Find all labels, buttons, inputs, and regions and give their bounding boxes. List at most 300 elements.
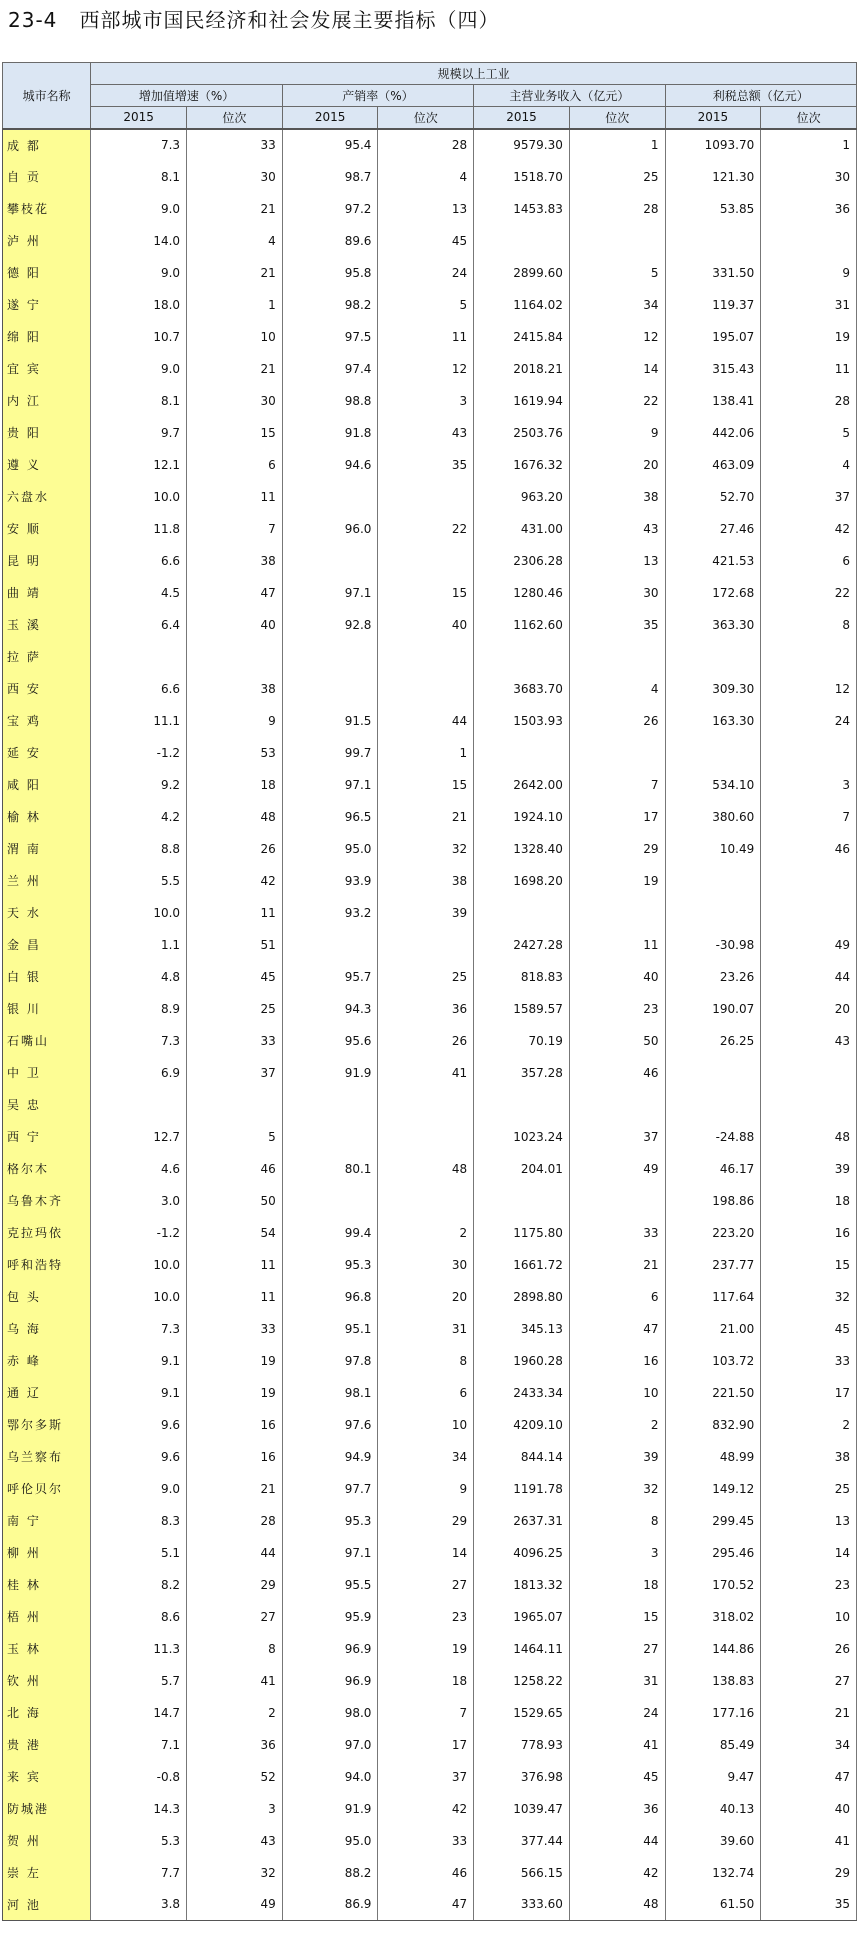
table-body [3, 129, 857, 1921]
sales-rate-cell [282, 929, 378, 961]
revenue-rank-cell: 40 [569, 961, 665, 993]
sales-rate-cell: 93.2 [282, 897, 378, 929]
sales-rate-cell: 94.3 [282, 993, 378, 1025]
revenue-rank-cell: 27 [569, 1633, 665, 1665]
revenue-cell: 818.83 [474, 961, 570, 993]
revenue-rank-cell: 46 [569, 1057, 665, 1089]
sales-rate-cell: 93.9 [282, 865, 378, 897]
revenue-cell: 1698.20 [474, 865, 570, 897]
profit-tax-rank-cell: 8 [761, 609, 857, 641]
profit-tax-cell: 117.64 [665, 1281, 761, 1313]
sales-rate-cell: 80.1 [282, 1153, 378, 1185]
profit-tax-cell: 21.00 [665, 1313, 761, 1345]
profit-tax-cell: 149.12 [665, 1473, 761, 1505]
revenue-rank-cell [569, 1089, 665, 1121]
sales-rate-rank-cell: 5 [378, 289, 474, 321]
value-added-growth-cell: 12.7 [91, 1121, 187, 1153]
profit-tax-cell: 221.50 [665, 1377, 761, 1409]
value-added-rank-cell: 4 [187, 225, 283, 257]
sales-rate-cell: 95.8 [282, 257, 378, 289]
profit-tax-rank-cell: 40 [761, 1793, 857, 1825]
revenue-cell: 1328.40 [474, 833, 570, 865]
revenue-cell: 431.00 [474, 513, 570, 545]
profit-tax-cell: 421.53 [665, 545, 761, 577]
value-added-rank-cell: 44 [187, 1537, 283, 1569]
table-row [3, 1569, 857, 1601]
revenue-rank-cell: 41 [569, 1729, 665, 1761]
revenue-rank-cell [569, 225, 665, 257]
sales-rate-cell: 98.1 [282, 1377, 378, 1409]
revenue-rank-cell: 22 [569, 385, 665, 417]
profit-tax-cell: 85.49 [665, 1729, 761, 1761]
revenue-rank-cell: 37 [569, 1121, 665, 1153]
profit-tax-rank-cell: 35 [761, 1889, 857, 1921]
profit-tax-cell: 1093.70 [665, 129, 761, 161]
profit-tax-rank-cell: 34 [761, 1729, 857, 1761]
profit-tax-rank-cell: 13 [761, 1505, 857, 1537]
profit-tax-rank-cell [761, 1089, 857, 1121]
table-row [3, 1697, 857, 1729]
revenue-rank-cell [569, 641, 665, 673]
table-row [3, 1377, 857, 1409]
sales-rate-cell [282, 481, 378, 513]
profit-tax-rank-cell: 44 [761, 961, 857, 993]
value-added-rank-cell: 36 [187, 1729, 283, 1761]
sales-rate-cell: 97.6 [282, 1409, 378, 1441]
sales-rate-rank-cell: 32 [378, 833, 474, 865]
city-name-cell: 曲 靖 [3, 577, 91, 609]
revenue-rank-cell: 29 [569, 833, 665, 865]
revenue-rank-cell [569, 737, 665, 769]
revenue-cell: 333.60 [474, 1889, 570, 1921]
table-row [3, 161, 857, 193]
profit-tax-rank-cell: 26 [761, 1633, 857, 1665]
table-row [3, 993, 857, 1025]
city-name-cell: 梧 州 [3, 1601, 91, 1633]
revenue-cell: 2642.00 [474, 769, 570, 801]
profit-tax-rank-cell: 1 [761, 129, 857, 161]
revenue-cell: 963.20 [474, 481, 570, 513]
revenue-rank-cell: 1 [569, 129, 665, 161]
sales-rate-rank-cell: 11 [378, 321, 474, 353]
revenue-cell: 1960.28 [474, 1345, 570, 1377]
profit-tax-rank-cell: 31 [761, 289, 857, 321]
profit-tax-rank-cell: 30 [761, 161, 857, 193]
value-added-rank-cell: 11 [187, 897, 283, 929]
value-added-growth-cell: 8.1 [91, 161, 187, 193]
profit-tax-cell: 27.46 [665, 513, 761, 545]
revenue-cell: 377.44 [474, 1825, 570, 1857]
profit-tax-cell: 463.09 [665, 449, 761, 481]
revenue-cell: 1619.94 [474, 385, 570, 417]
sales-rate-rank-cell [378, 1089, 474, 1121]
revenue-cell: 1503.93 [474, 705, 570, 737]
revenue-rank-cell: 42 [569, 1857, 665, 1889]
profit-tax-rank-cell: 49 [761, 929, 857, 961]
sales-rate-rank-cell: 25 [378, 961, 474, 993]
table-row [3, 1249, 857, 1281]
table-row [3, 1121, 857, 1153]
profit-tax-cell: 442.06 [665, 417, 761, 449]
table-row [3, 1185, 857, 1217]
value-added-rank-cell: 37 [187, 1057, 283, 1089]
revenue-cell: 2415.84 [474, 321, 570, 353]
table-row [3, 1633, 857, 1665]
city-name-cell: 拉 萨 [3, 641, 91, 673]
sales-rate-cell: 95.0 [282, 1825, 378, 1857]
value-added-growth-cell: 9.2 [91, 769, 187, 801]
value-added-growth-cell: 7.3 [91, 129, 187, 161]
sales-rate-cell [282, 673, 378, 705]
sales-rate-cell: 96.5 [282, 801, 378, 833]
revenue-rank-cell: 44 [569, 1825, 665, 1857]
revenue-cell: 1965.07 [474, 1601, 570, 1633]
profit-tax-cell: 138.83 [665, 1665, 761, 1697]
sales-rate-rank-cell: 12 [378, 353, 474, 385]
profit-tax-cell: 309.30 [665, 673, 761, 705]
revenue-cell: 345.13 [474, 1313, 570, 1345]
revenue-cell: 1813.32 [474, 1569, 570, 1601]
value-added-rank-cell: 49 [187, 1889, 283, 1921]
value-added-rank-cell: 33 [187, 1025, 283, 1057]
table-row [3, 1057, 857, 1089]
value-added-growth-cell: 11.3 [91, 1633, 187, 1665]
profit-tax-rank-cell: 33 [761, 1345, 857, 1377]
revenue-rank-cell: 11 [569, 929, 665, 961]
profit-tax-rank-cell [761, 641, 857, 673]
revenue-cell: 1676.32 [474, 449, 570, 481]
revenue-rank-cell [569, 897, 665, 929]
sales-rate-cell: 89.6 [282, 225, 378, 257]
table-row [3, 417, 857, 449]
profit-tax-rank-cell: 22 [761, 577, 857, 609]
value-added-growth-cell: 9.6 [91, 1441, 187, 1473]
header-rank: 位次 [761, 107, 857, 129]
profit-tax-cell: 121.30 [665, 161, 761, 193]
revenue-rank-cell: 35 [569, 609, 665, 641]
table-row [3, 865, 857, 897]
profit-tax-rank-cell: 36 [761, 193, 857, 225]
sales-rate-rank-cell: 35 [378, 449, 474, 481]
value-added-rank-cell: 38 [187, 545, 283, 577]
revenue-cell: 70.19 [474, 1025, 570, 1057]
profit-tax-rank-cell: 37 [761, 481, 857, 513]
value-added-rank-cell: 32 [187, 1857, 283, 1889]
profit-tax-cell [665, 1057, 761, 1089]
city-name-cell: 河 池 [3, 1889, 91, 1921]
profit-tax-cell: 295.46 [665, 1537, 761, 1569]
table-row [3, 801, 857, 833]
revenue-cell: 1529.65 [474, 1697, 570, 1729]
value-added-growth-cell: 8.8 [91, 833, 187, 865]
city-name-cell: 呼伦贝尔 [3, 1473, 91, 1505]
city-name-cell: 西 安 [3, 673, 91, 705]
value-added-growth-cell: -1.2 [91, 737, 187, 769]
sales-rate-cell: 91.5 [282, 705, 378, 737]
city-name-cell: 绵 阳 [3, 321, 91, 353]
profit-tax-rank-cell: 11 [761, 353, 857, 385]
sales-rate-cell: 91.9 [282, 1057, 378, 1089]
value-added-growth-cell: 1.1 [91, 929, 187, 961]
revenue-cell [474, 1089, 570, 1121]
sales-rate-rank-cell: 3 [378, 385, 474, 417]
revenue-rank-cell: 10 [569, 1377, 665, 1409]
profit-tax-rank-cell: 10 [761, 1601, 857, 1633]
value-added-rank-cell: 21 [187, 193, 283, 225]
table-row [3, 353, 857, 385]
profit-tax-rank-cell: 19 [761, 321, 857, 353]
sales-rate-cell: 98.7 [282, 161, 378, 193]
sales-rate-cell: 98.0 [282, 1697, 378, 1729]
sales-rate-cell: 95.6 [282, 1025, 378, 1057]
revenue-cell: 1175.80 [474, 1217, 570, 1249]
value-added-rank-cell: 7 [187, 513, 283, 545]
sales-rate-cell: 96.9 [282, 1633, 378, 1665]
sales-rate-rank-cell: 20 [378, 1281, 474, 1313]
revenue-rank-cell: 21 [569, 1249, 665, 1281]
profit-tax-cell: 534.10 [665, 769, 761, 801]
sales-rate-rank-cell: 15 [378, 769, 474, 801]
profit-tax-cell: 103.72 [665, 1345, 761, 1377]
revenue-cell: 1039.47 [474, 1793, 570, 1825]
city-name-cell: 桂 林 [3, 1569, 91, 1601]
city-name-cell: 钦 州 [3, 1665, 91, 1697]
sales-rate-cell: 88.2 [282, 1857, 378, 1889]
profit-tax-rank-cell: 45 [761, 1313, 857, 1345]
sales-rate-rank-cell: 42 [378, 1793, 474, 1825]
revenue-cell: 1464.11 [474, 1633, 570, 1665]
sales-rate-rank-cell: 23 [378, 1601, 474, 1633]
profit-tax-rank-cell: 38 [761, 1441, 857, 1473]
revenue-cell: 1518.70 [474, 161, 570, 193]
value-added-growth-cell: 6.6 [91, 673, 187, 705]
profit-tax-cell: 299.45 [665, 1505, 761, 1537]
sales-rate-rank-cell: 24 [378, 257, 474, 289]
table-row [3, 1761, 857, 1793]
sales-rate-rank-cell: 46 [378, 1857, 474, 1889]
sales-rate-cell [282, 1089, 378, 1121]
city-name-cell: 宝 鸡 [3, 705, 91, 737]
revenue-cell: 566.15 [474, 1857, 570, 1889]
profit-tax-rank-cell: 32 [761, 1281, 857, 1313]
revenue-rank-cell: 39 [569, 1441, 665, 1473]
sales-rate-cell [282, 545, 378, 577]
table-header [3, 63, 857, 129]
sales-rate-rank-cell: 19 [378, 1633, 474, 1665]
table-row [3, 1537, 857, 1569]
city-name-cell: 六盘水 [3, 481, 91, 513]
city-name-cell: 乌兰察布 [3, 1441, 91, 1473]
city-name-cell: 咸 阳 [3, 769, 91, 801]
table-row [3, 289, 857, 321]
profit-tax-rank-cell: 29 [761, 1857, 857, 1889]
table-row [3, 1153, 857, 1185]
revenue-rank-cell: 50 [569, 1025, 665, 1057]
revenue-cell: 2637.31 [474, 1505, 570, 1537]
profit-tax-cell: 315.43 [665, 353, 761, 385]
value-added-growth-cell: 9.1 [91, 1345, 187, 1377]
sales-rate-cell: 97.1 [282, 577, 378, 609]
value-added-growth-cell [91, 641, 187, 673]
value-added-growth-cell: 7.1 [91, 1729, 187, 1761]
city-name-cell: 石嘴山 [3, 1025, 91, 1057]
revenue-rank-cell: 6 [569, 1281, 665, 1313]
revenue-rank-cell: 5 [569, 257, 665, 289]
profit-tax-cell: 190.07 [665, 993, 761, 1025]
revenue-rank-cell: 26 [569, 705, 665, 737]
value-added-rank-cell: 50 [187, 1185, 283, 1217]
city-name-cell: 克拉玛依 [3, 1217, 91, 1249]
value-added-growth-cell: 8.9 [91, 993, 187, 1025]
profit-tax-rank-cell: 2 [761, 1409, 857, 1441]
profit-tax-cell: 39.60 [665, 1825, 761, 1857]
table-row [3, 385, 857, 417]
revenue-rank-cell: 2 [569, 1409, 665, 1441]
table-row [3, 929, 857, 961]
sales-rate-cell: 97.5 [282, 321, 378, 353]
sales-rate-cell: 95.0 [282, 833, 378, 865]
revenue-cell: 4096.25 [474, 1537, 570, 1569]
sales-rate-cell [282, 1121, 378, 1153]
profit-tax-cell [665, 225, 761, 257]
value-added-rank-cell: 48 [187, 801, 283, 833]
revenue-cell: 204.01 [474, 1153, 570, 1185]
revenue-rank-cell: 36 [569, 1793, 665, 1825]
sales-rate-cell: 94.0 [282, 1761, 378, 1793]
value-added-growth-cell: -0.8 [91, 1761, 187, 1793]
value-added-rank-cell: 46 [187, 1153, 283, 1185]
sales-rate-rank-cell: 9 [378, 1473, 474, 1505]
city-name-cell: 天 水 [3, 897, 91, 929]
value-added-growth-cell: 11.1 [91, 705, 187, 737]
profit-tax-rank-cell: 5 [761, 417, 857, 449]
table-row [3, 1217, 857, 1249]
sales-rate-rank-cell: 48 [378, 1153, 474, 1185]
value-added-growth-cell: 7.3 [91, 1313, 187, 1345]
table-row [3, 1409, 857, 1441]
profit-tax-cell: 144.86 [665, 1633, 761, 1665]
city-name-cell: 玉 溪 [3, 609, 91, 641]
value-added-growth-cell: 14.7 [91, 1697, 187, 1729]
value-added-growth-cell: 9.0 [91, 353, 187, 385]
value-added-rank-cell: 19 [187, 1377, 283, 1409]
revenue-rank-cell: 32 [569, 1473, 665, 1505]
value-added-growth-cell: 4.8 [91, 961, 187, 993]
value-added-growth-cell: 8.1 [91, 385, 187, 417]
revenue-cell: 2306.28 [474, 545, 570, 577]
table-row [3, 1601, 857, 1633]
revenue-cell: 1661.72 [474, 1249, 570, 1281]
table-row [3, 545, 857, 577]
table-row [3, 1089, 857, 1121]
value-added-rank-cell: 11 [187, 481, 283, 513]
value-added-rank-cell: 5 [187, 1121, 283, 1153]
profit-tax-rank-cell [761, 865, 857, 897]
sales-rate-cell: 95.9 [282, 1601, 378, 1633]
sales-rate-cell: 92.8 [282, 609, 378, 641]
sales-rate-cell [282, 1185, 378, 1217]
table-row [3, 193, 857, 225]
revenue-cell: 1589.57 [474, 993, 570, 1025]
revenue-rank-cell: 34 [569, 289, 665, 321]
profit-tax-cell: 9.47 [665, 1761, 761, 1793]
city-name-cell: 乌 海 [3, 1313, 91, 1345]
profit-tax-rank-cell: 48 [761, 1121, 857, 1153]
value-added-growth-cell: 9.0 [91, 193, 187, 225]
sales-rate-cell: 97.4 [282, 353, 378, 385]
profit-tax-rank-cell: 15 [761, 1249, 857, 1281]
profit-tax-cell: 10.49 [665, 833, 761, 865]
profit-tax-rank-cell: 4 [761, 449, 857, 481]
value-added-rank-cell [187, 1089, 283, 1121]
revenue-cell [474, 897, 570, 929]
value-added-growth-cell: 3.0 [91, 1185, 187, 1217]
value-added-growth-cell: 5.1 [91, 1537, 187, 1569]
value-added-rank-cell: 51 [187, 929, 283, 961]
revenue-cell: 357.28 [474, 1057, 570, 1089]
city-name-cell: 格尔木 [3, 1153, 91, 1185]
revenue-rank-cell [569, 1185, 665, 1217]
table-row [3, 641, 857, 673]
value-added-rank-cell: 26 [187, 833, 283, 865]
sales-rate-cell: 95.4 [282, 129, 378, 161]
value-added-rank-cell: 29 [187, 1569, 283, 1601]
sales-rate-rank-cell: 38 [378, 865, 474, 897]
value-added-rank-cell: 15 [187, 417, 283, 449]
profit-tax-cell [665, 641, 761, 673]
value-added-growth-cell: 9.0 [91, 1473, 187, 1505]
value-added-rank-cell: 3 [187, 1793, 283, 1825]
revenue-rank-cell: 7 [569, 769, 665, 801]
revenue-rank-cell: 12 [569, 321, 665, 353]
profit-tax-cell: 832.90 [665, 1409, 761, 1441]
profit-tax-cell: 46.17 [665, 1153, 761, 1185]
profit-tax-cell: 223.20 [665, 1217, 761, 1249]
value-added-growth-cell: 9.0 [91, 257, 187, 289]
value-added-growth-cell: 14.3 [91, 1793, 187, 1825]
sales-rate-cell: 96.0 [282, 513, 378, 545]
sales-rate-rank-cell [378, 1185, 474, 1217]
city-name-cell: 乌鲁木齐 [3, 1185, 91, 1217]
sales-rate-cell: 98.8 [282, 385, 378, 417]
profit-tax-rank-cell [761, 737, 857, 769]
revenue-rank-cell: 31 [569, 1665, 665, 1697]
value-added-growth-cell: 8.2 [91, 1569, 187, 1601]
sales-rate-cell: 94.6 [282, 449, 378, 481]
revenue-rank-cell: 15 [569, 1601, 665, 1633]
city-name-cell: 金 昌 [3, 929, 91, 961]
revenue-cell: 1258.22 [474, 1665, 570, 1697]
indicator-table [2, 62, 857, 1921]
table-row [3, 321, 857, 353]
sales-rate-cell [282, 641, 378, 673]
value-added-rank-cell: 30 [187, 161, 283, 193]
value-added-growth-cell: 12.1 [91, 449, 187, 481]
header-main-business-revenue: 主营业务收入（亿元） [474, 85, 665, 107]
revenue-rank-cell: 24 [569, 1697, 665, 1729]
header-year: 2015 [282, 107, 378, 129]
table-row [3, 1345, 857, 1377]
value-added-growth-cell: 18.0 [91, 289, 187, 321]
profit-tax-rank-cell: 3 [761, 769, 857, 801]
table-row [3, 1825, 857, 1857]
sales-rate-rank-cell: 4 [378, 161, 474, 193]
sales-rate-rank-cell: 7 [378, 1697, 474, 1729]
sales-rate-rank-cell: 29 [378, 1505, 474, 1537]
city-name-cell: 呼和浩特 [3, 1249, 91, 1281]
value-added-growth-cell: 8.3 [91, 1505, 187, 1537]
value-added-rank-cell: 1 [187, 289, 283, 321]
